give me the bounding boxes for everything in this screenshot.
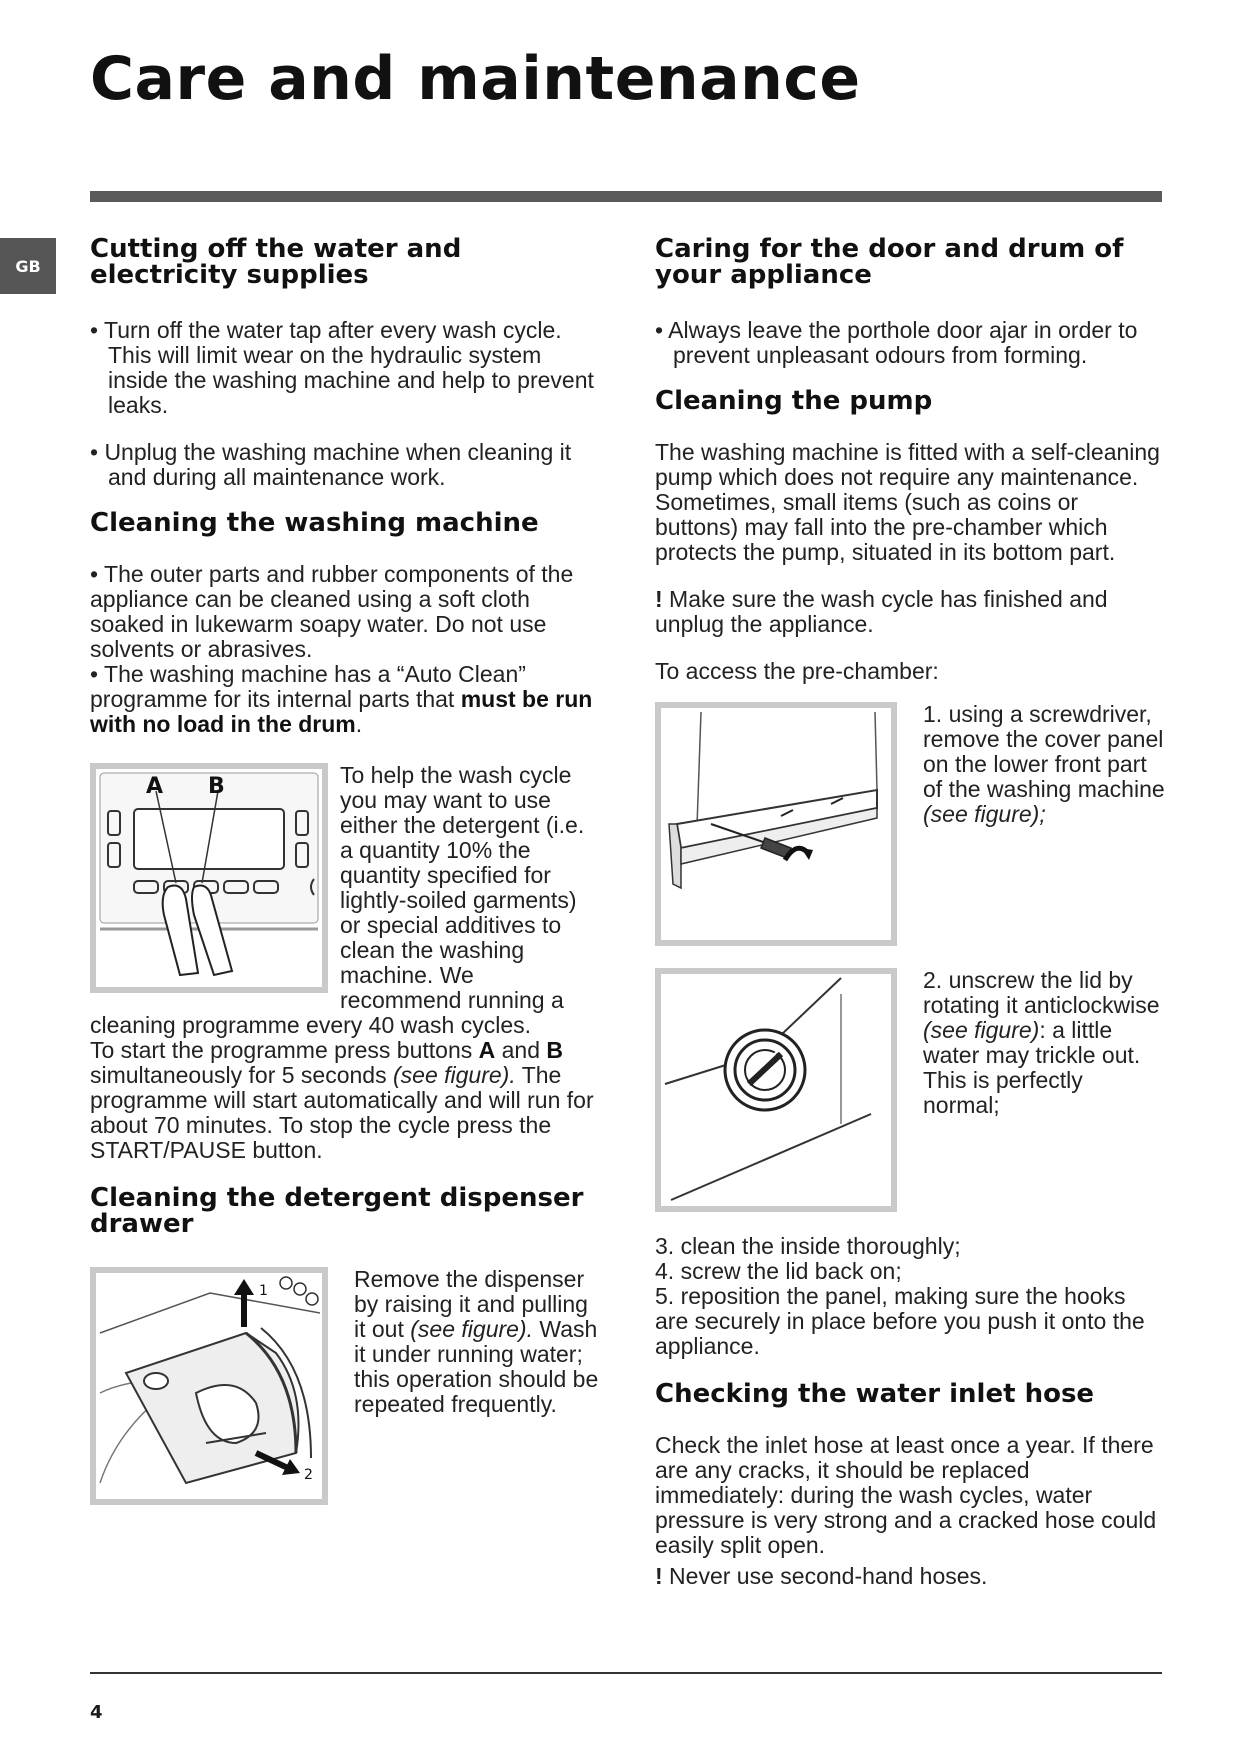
- dispenser-figure: [90, 1267, 328, 1505]
- step-2-text: 2. unscrew the lid by rotating it anticlockwise (see figure): a little water may trickle out. This is perfectly normal;: [923, 967, 1160, 1118]
- heading-door-and-drum: Caring for the door and drum of your appliance: [655, 234, 1124, 290]
- warning-icon: !: [655, 1563, 663, 1589]
- pump-intro: The washing machine is fitted with a self-cleaning pump which does not require any maintenance. Sometimes, small items (such as coins or buttons) may fall into the pre-chamber which protects the pump, situated in its bottom part.: [655, 439, 1160, 565]
- dispenser-text: Remove the dispenser by raising it and pulling it out (see figure). Wash it under running water; this operation should be repeated frequently.: [354, 1266, 599, 1417]
- pump-lid-figure: [655, 968, 897, 1212]
- page-title: Care and maintenance: [90, 44, 861, 114]
- auto-clean-emphasis: must be run with no load in the drum: [90, 686, 593, 737]
- hose-warning: ! Never use second-hand hoses.: [655, 1563, 988, 1589]
- heading-cleaning-pump: Cleaning the pump: [655, 386, 933, 416]
- pump-access-text: To access the pre-chamber:: [655, 658, 939, 684]
- step-1-number: 1: [259, 1283, 268, 1299]
- header-rule: [90, 191, 1162, 202]
- heading-cleaning-dispenser: Cleaning the detergent dispenser drawer: [90, 1183, 584, 1239]
- heading-cutting-off-supplies: Cutting off the water and electricity supplies: [90, 234, 462, 290]
- step-5-text: 5. reposition the panel, making sure the hooks are securely in place before you push it onto the appliance.: [655, 1283, 1145, 1359]
- bullet-unplug: • Unplug the washing machine when cleaning it and during all maintenance work.: [90, 439, 572, 490]
- step-4-text: 4. screw the lid back on;: [655, 1258, 902, 1284]
- pump-warning: ! Make sure the wash cycle has finished and unplug the appliance.: [655, 586, 1108, 637]
- left-column: [90, 236, 600, 1509]
- auto-clean-detergent-text: To help the wash cycle you may want to use either the detergent (i.e. a quantity 10% the quantity specified for lightly-soiled garments) or special additives to clean the washing machine. We recommend running a cleaning programme every 40 wash cycles.: [90, 762, 585, 1038]
- footer-rule: [90, 1672, 1162, 1674]
- bullet-auto-clean: • The washing machine has a “Auto Clean” programme for its internal parts that must be run with no load in the drum.: [90, 661, 593, 737]
- heading-inlet-hose: Checking the water inlet hose: [655, 1379, 1095, 1409]
- step-2-block: [655, 950, 1165, 1118]
- button-a-label: A: [146, 774, 164, 799]
- auto-clean-block: [90, 763, 600, 1163]
- step-3-text: 3. clean the inside thoroughly;: [655, 1233, 961, 1259]
- step-2-number: 2: [304, 1467, 313, 1483]
- bullet-outer-parts: • The outer parts and rubber components of the appliance can be cleaned using a soft cloth soaked in lukewarm soapy water. Do not use solvents or abrasives.: [90, 561, 574, 662]
- step-1-block: [655, 702, 1165, 827]
- control-panel-illustration: [96, 769, 322, 987]
- button-b-label: B: [208, 774, 225, 799]
- pump-lid-illustration: [661, 974, 891, 1206]
- bullet-turn-off-tap: • Turn off the water tap after every wash cycle. This will limit wear on the hydraulic system inside the washing machine and help to prevent leaks.: [90, 317, 594, 418]
- cover-panel-figure: [655, 702, 897, 946]
- inlet-hose-text: Check the inlet hose at least once a year. If there are any cracks, it should be replaced immediately: during the wash cycles, water pressure is very strong and a cracked hose could easily split open.: [655, 1432, 1157, 1558]
- dispenser-illustration: [96, 1273, 322, 1499]
- auto-clean-start-text: To start the programme press buttons A and B simultaneously for 5 seconds (see figure). The programme will start automatically and will run for about 70 minutes. To stop the cycle press the START/PAUSE button.: [90, 1037, 594, 1163]
- page-number: 4: [90, 1702, 103, 1723]
- language-tab: GB: [0, 238, 56, 294]
- cover-panel-illustration: [661, 708, 891, 940]
- heading-cleaning-washing-machine: Cleaning the washing machine: [90, 508, 539, 538]
- bullet-porthole-door: • Always leave the porthole door ajar in order to prevent unpleasant odours from forming.: [655, 317, 1138, 368]
- control-panel-figure: [90, 763, 328, 993]
- dispenser-block: [90, 1266, 600, 1483]
- step-1-text: 1. using a screwdriver, remove the cover panel on the lower front part of the washing machine (see figure);: [923, 701, 1165, 827]
- warning-icon: !: [655, 586, 663, 612]
- steps-3-5: [655, 1216, 1165, 1359]
- right-column: [655, 236, 1165, 1589]
